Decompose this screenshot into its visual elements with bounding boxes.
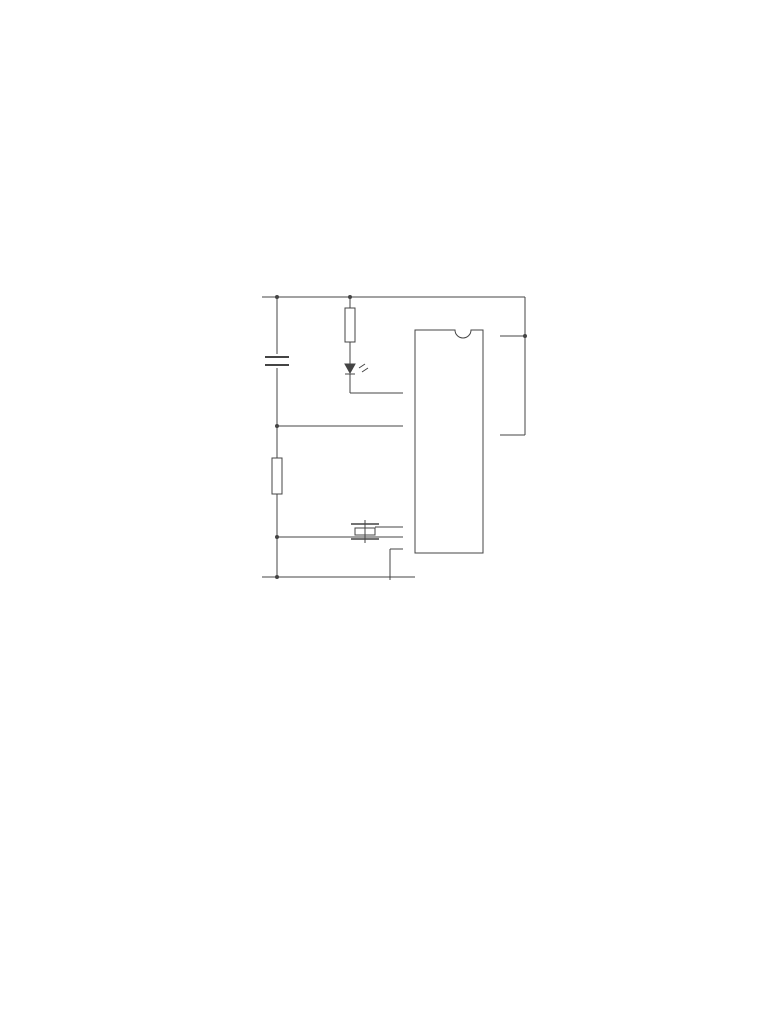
- chip-body: [415, 330, 483, 553]
- led-resistor: [345, 308, 355, 342]
- schematic-figure: [225, 280, 555, 580]
- led-symbol: [345, 364, 355, 373]
- reset-resistor: [272, 458, 282, 494]
- circuit-diagram: [225, 280, 555, 580]
